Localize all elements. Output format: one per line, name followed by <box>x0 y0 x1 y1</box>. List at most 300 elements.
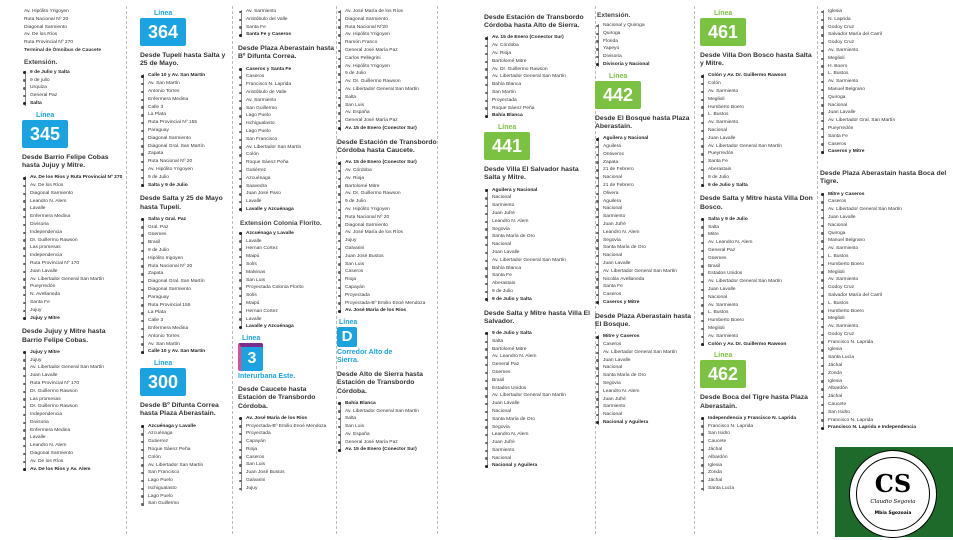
route-stop: San Francisco <box>140 469 232 477</box>
route-title: Desde Plaza Aberastain hasta Boca del Tigre. <box>820 170 947 186</box>
route-stop: Jáchal <box>700 477 816 485</box>
route-stop: L. Bustos <box>700 309 816 317</box>
route-stop: H. Boero <box>820 63 948 71</box>
route-stop: Godoy Cruz <box>820 39 948 47</box>
route-stop: Quiroga <box>820 230 948 238</box>
list-item: Ruta Nacional Nº 20 <box>24 16 69 22</box>
route-441-outbound-stops <box>484 187 594 304</box>
route-stop: Leandro N. Alem <box>595 229 695 237</box>
route-stop: Lavalle <box>238 198 336 206</box>
route-stop: Nacional <box>484 241 594 249</box>
route-stop: Dr. Guillermo Rawson <box>22 403 126 411</box>
route-stop: Salvador María del Carril <box>820 31 948 39</box>
route-stop: Paraguay <box>140 127 232 135</box>
route-stop: Brasil <box>700 263 816 271</box>
route-stop: Hernan Cortez <box>238 245 336 253</box>
route-stop: Lavalle y Azcuénaga <box>238 323 336 331</box>
route-title: Desde Salta y Mitre hasta Villa El Salvador. <box>484 309 591 325</box>
route-stop: Nacional y Aguilera <box>595 419 695 427</box>
route-stop: Av. Rioja <box>337 175 437 183</box>
route-stop: Av. Dr. Guillermo Rawson <box>484 66 594 74</box>
list-item: Av. De los Ríos <box>24 32 58 38</box>
route-stop: Meglioli <box>820 315 948 323</box>
route-stop: Bahía Blanca <box>484 265 594 273</box>
route-stop: Colón <box>140 454 232 462</box>
route-stop: Segovia <box>595 380 695 388</box>
route-stop: Santa Lucía <box>820 354 948 362</box>
route-title: Desde Bº Difunta Correa hasta Plaza Aberastain. <box>140 402 219 418</box>
col3-extension-title: Extensión Colonia Florito. <box>240 219 322 227</box>
route-stop: Olivera <box>595 190 695 198</box>
route-stop: Calle 3 <box>140 104 232 112</box>
route-title: Desde Tupelí hasta Salta y 25 de Mayo. <box>140 52 226 68</box>
route-title: Desde Estación de Transbordo Córdoba hasta Alto de Sierra. <box>484 14 584 30</box>
route-stop: Juan Jufré <box>595 396 695 404</box>
route-stop: Juan José Paso <box>238 190 336 198</box>
line-3-badge: 3 <box>238 343 263 371</box>
route-stop: Av. Sarmiento <box>238 97 336 105</box>
route-stop: Meglioli <box>700 96 816 104</box>
route-stop: 9 de Julio <box>700 174 816 182</box>
route-stop: Mitre <box>700 231 816 239</box>
route-stop: Solís <box>238 292 336 300</box>
route-stop: 9 de Julio y Salta <box>484 296 594 304</box>
route-stop: Leandro N. Alem <box>22 442 126 450</box>
route-stop: Nacional <box>820 222 948 230</box>
route-stop: Nacional <box>595 364 695 372</box>
route-stop: San Luis <box>238 277 336 285</box>
route-stop: Las promesas <box>22 396 126 404</box>
line-label: Línea <box>609 72 628 80</box>
route-stop: Lavalle y Azcuénaga <box>238 206 336 214</box>
route-stop: Godoy Cruz <box>820 331 948 339</box>
route-stop: Zapata <box>140 270 232 278</box>
route-stop: Av. José María de los Ríos <box>337 8 437 16</box>
route-stop: Diagonal Sarmiento <box>337 16 437 24</box>
route-stop: General Paz <box>22 92 126 100</box>
route-stop: Capayán <box>238 438 336 446</box>
route-stop: Av. Libertador General San Martín <box>484 392 594 400</box>
col3-extension-stops <box>238 230 336 331</box>
route-stop: Ontiveros <box>595 151 695 159</box>
route-stop: Av. Sarmiento <box>820 245 948 253</box>
route-stop: Azcuénaga <box>238 175 336 183</box>
col6-extension-stops <box>595 22 695 69</box>
route-442-return-stops <box>595 333 695 427</box>
route-stop: Av. De los Ríos <box>22 182 126 190</box>
route-stop: Manuel Belgrano <box>820 86 948 94</box>
route-stop: 9 de julio <box>22 77 126 85</box>
route-stop: Santa Fe <box>22 299 126 307</box>
route-title: Desde Villa Don Bosco hasta Salta y Mitre. <box>700 52 812 68</box>
route-stop: Albardón <box>820 385 948 393</box>
route-stop: Nacional y Quiroga <box>595 22 695 30</box>
route-stop: Carlos Pellegrini <box>337 55 437 63</box>
route-stop: Av. 15 de Enero (Conector Sur) <box>337 125 437 133</box>
route-stop: Av. 15 de Enero (Conector Sur) <box>337 446 437 454</box>
route-stop: Dr. Guillermo Rawson <box>22 388 126 396</box>
route-stop: Bahía Blanca <box>484 112 594 120</box>
route-3-outbound-stops <box>238 415 336 493</box>
route-stop: Hipólito Irigoyen <box>140 255 232 263</box>
route-stop: Caseros <box>595 291 695 299</box>
route-stop: Humberto Boero <box>700 317 816 325</box>
route-stop: Iglesia <box>820 346 948 354</box>
route-title: Desde Jujuy y Mitre hasta Barrio Felipe Cobas. <box>22 328 106 344</box>
route-stop: Bahía Blanca <box>337 400 437 408</box>
route-stop: Diagonal Gral. San Martín <box>140 143 232 151</box>
route-stop: Nicolás Avellaneda <box>595 276 695 284</box>
route-stop: 21 de Febrero <box>595 166 695 174</box>
route-stop: Jáchal <box>700 446 816 454</box>
route-stop: Santa María de Oro <box>484 233 594 241</box>
route-stop: Salta <box>337 415 437 423</box>
route-d-outbound-stops <box>337 400 437 455</box>
route-stop: Nacional y Aguilera <box>484 462 594 470</box>
route-stop: Güemes <box>140 231 232 239</box>
col3-top-stops <box>238 8 336 39</box>
route-stop: Lavalle <box>22 205 126 213</box>
route-stop: Maipú <box>238 300 336 308</box>
route-stop: Gutierrez <box>140 438 232 446</box>
route-stop: Mitre y Caseros <box>820 191 948 199</box>
route-stop: Av. Libertador General San Martín <box>484 73 594 81</box>
route-stop: Diagonal Sarmiento <box>337 222 437 230</box>
route-stop: Av. San Martín <box>140 341 232 349</box>
route-stop: Caseros <box>595 341 695 349</box>
route-stop: Enfermera Medina <box>22 213 126 221</box>
route-stop: Av. Rioja <box>484 50 594 58</box>
route-stop: Av. José María de los Ríos <box>337 307 437 315</box>
route-3-return-stops <box>337 159 437 315</box>
route-stop: Av. Libertador General San Martín <box>820 206 948 214</box>
route-stop: Juan Lavalle <box>700 135 816 143</box>
route-stop: Calle 3 <box>140 317 232 325</box>
route-stop: 9 de Julio <box>337 198 437 206</box>
route-stop: General José María Paz <box>337 117 437 125</box>
route-stop: Av. De los Ríos y Ruta Provincial Nº 270 <box>22 174 126 182</box>
route-stop: Iglesia <box>820 8 948 16</box>
route-stop: Albardón <box>700 454 816 462</box>
route-stop: Av. Libertador General San Martín <box>337 408 437 416</box>
route-stop: Av. Libertador San Martín <box>238 144 336 152</box>
route-stop: Godoy Cruz <box>820 24 948 32</box>
route-stop: Caseros <box>238 73 336 81</box>
route-stop: Pueyrredón <box>22 283 126 291</box>
col6-extension-title: Extensión. <box>597 12 631 19</box>
route-stop: Juan Lavalle <box>595 357 695 365</box>
route-stop: Santa Fe <box>595 283 695 291</box>
route-stop: Juan Lavalle <box>595 260 695 268</box>
route-stop: Solís <box>238 261 336 269</box>
route-stop: Aberastain <box>700 166 816 174</box>
route-d-return-stops <box>484 34 594 120</box>
route-stop: Av. Hipólito Yrigoyen <box>337 206 437 214</box>
route-title: Desde Estación de Transbordo Córdoba hasta Caucete. <box>337 138 437 154</box>
route-stop: General José María Paz <box>337 47 437 55</box>
line-label: Línea <box>154 360 173 368</box>
route-stop: Ruta Nacional Nº 20 <box>140 158 232 166</box>
col1-top-terminal: Terminal de Ómnibus de Caucete <box>24 47 102 53</box>
route-stop: Leandro N. Alem <box>484 431 594 439</box>
route-stop: San Guillermo <box>238 105 336 113</box>
route-stop: General Paz <box>484 361 594 369</box>
route-stop: Quiroga <box>595 30 695 38</box>
route-stop: Av. Hipólito Yrigoyen <box>337 63 437 71</box>
route-stop: Lavalle <box>238 316 336 324</box>
route-stop: Zonda <box>820 370 948 378</box>
column-5 <box>484 8 594 470</box>
route-stop: Independencia <box>22 252 126 260</box>
route-stop: Iglesia <box>820 378 948 386</box>
route-stop: Godoy Cruz <box>820 284 948 292</box>
route-stop: Lavalle <box>22 434 126 442</box>
route-stop: L. Bustos <box>700 111 816 119</box>
route-stop: Divisoria <box>22 419 126 427</box>
route-stop: Enfermera Medina <box>140 325 232 333</box>
route-stop: Segovia <box>595 237 695 245</box>
route-stop: Colón y Av. Dr. Guillermo Rawson <box>700 72 816 80</box>
route-stop: Av. Libertador General San Martín <box>595 268 695 276</box>
route-stop: Diagonal Sarmiento <box>22 190 126 198</box>
route-stop: Av. Libertador General San Martín <box>700 278 816 286</box>
route-stop: Lago Puelo <box>140 477 232 485</box>
route-stop: Av. Libertador General San Martín <box>595 349 695 357</box>
route-stop: Urquiza <box>22 84 126 92</box>
route-stop: Güemes <box>484 369 594 377</box>
col4-top-stops <box>337 8 437 133</box>
route-stop: Roque Sáenz Peña <box>140 446 232 454</box>
route-stop: Av. De los Ríos <box>22 458 126 466</box>
route-stop: Santa Fe <box>238 24 336 32</box>
route-stop: Salta y 9 de Julio <box>140 182 232 190</box>
route-stop: Nacional <box>700 127 816 135</box>
col1-extension-stops <box>22 69 126 108</box>
route-title: Desde Caucete hasta Estación de Transbordo Córdoba. <box>238 386 316 410</box>
route-stop: Nacional <box>484 194 594 202</box>
route-stop: Aguilera <box>595 143 695 151</box>
route-stop: Galvarini <box>238 477 336 485</box>
route-stop: Av. Libertador General San Martín <box>22 276 126 284</box>
route-stop: Diagonal Gral. San Martín <box>140 278 232 286</box>
route-461-outbound-stops <box>700 72 816 189</box>
route-stop: Güemes <box>700 255 816 263</box>
route-stop: Caseros y Mitre <box>820 148 948 156</box>
route-stop: Jujuy <box>337 237 437 245</box>
route-stop: Juan Jufré <box>595 221 695 229</box>
route-stop: Divisoria <box>595 53 695 61</box>
route-stop: 21 de Febrero <box>595 182 695 190</box>
route-stop: Gutiérrez <box>238 167 336 175</box>
route-stop: Florida <box>595 38 695 46</box>
route-stop: San Isidro <box>820 409 948 417</box>
route-stop: Av. Dr. Guillermo Rawson <box>337 78 437 86</box>
route-stop: Independencia y Francisco N. Laprida <box>700 415 816 423</box>
route-stop: L. Bustos <box>820 253 948 261</box>
line-label: Línea <box>714 352 733 360</box>
route-stop: La Plata <box>140 309 232 317</box>
route-stop: Caucete <box>700 438 816 446</box>
route-stop: Aristóbulo del Valle <box>238 16 336 24</box>
route-stop: Av. Libertador General San Martín <box>337 86 437 94</box>
route-stop: Colón <box>700 80 816 88</box>
list-item: Diagonal Sarmiento <box>24 24 67 30</box>
route-stop: Juan Lavalle <box>820 109 948 117</box>
column-6 <box>595 8 695 427</box>
route-stop: La Plata <box>140 111 232 119</box>
route-title: Desde El Bosque hasta Plaza Aberastain. <box>595 114 690 130</box>
route-stop: Av. España <box>337 109 437 117</box>
route-stop: Juan Jufré <box>484 210 594 218</box>
line-442-badge: 442 <box>595 81 641 109</box>
route-stop: Ruta Provincial Nº 170 <box>22 260 126 268</box>
route-stop: Juan Lavalle <box>484 249 594 257</box>
route-stop: Caseros <box>337 268 437 276</box>
route-stop: Hernan Cortez <box>238 308 336 316</box>
route-stop: Divisoria <box>22 221 126 229</box>
route-stop: Calle 10 y Av. San Martín <box>140 348 232 356</box>
route-stop: Jáchal <box>820 393 948 401</box>
route-stop: Av. España <box>337 431 437 439</box>
route-stop: Av. 15 de Enero (Conector Sur) <box>484 34 594 42</box>
route-stop: Antonio Torres <box>140 333 232 341</box>
column-3 <box>238 8 336 493</box>
route-stop: Brasil <box>484 377 594 385</box>
route-364-return-stops <box>140 216 232 356</box>
route-stop: Santa María de Oro <box>484 416 594 424</box>
route-stop: Proyectada <box>484 97 594 105</box>
route-stop: Bahía Blanca <box>484 81 594 89</box>
route-stop: Humberto Boero <box>700 104 816 112</box>
route-stop: Maipú <box>238 253 336 261</box>
route-stop: Sarmiento <box>595 403 695 411</box>
route-stop: Salta <box>484 338 594 346</box>
logo-bottom-text: Mbia Sgozoaia <box>874 511 912 516</box>
route-stop: Av. Libertador General San Martín <box>22 364 126 372</box>
route-stop: Ischigualasto <box>238 120 336 128</box>
route-stop: San Luis <box>337 102 437 110</box>
list-item: Av. Hipólito Yrigoyen <box>24 9 69 14</box>
route-stop: Francisco N. Laprida <box>820 339 948 347</box>
route-stop: Santa Fe y Caseros <box>238 31 336 39</box>
route-stop: Caseros y Mitre <box>595 299 695 307</box>
route-stop: Zapata <box>140 150 232 158</box>
route-stop: Francisco N. Laprida <box>700 423 816 431</box>
route-stop: Segovia <box>484 424 594 432</box>
route-stop: Av. Libertador General San Martín <box>700 143 816 151</box>
route-stop: Av. Leandro N. Alem <box>700 239 816 247</box>
route-stop: Aguilera <box>595 198 695 206</box>
route-stop: 9 de Julio <box>140 174 232 182</box>
route-stop: Av. Córdoba <box>484 42 594 50</box>
route-stop: Ruta Provincial Nº 155 <box>140 119 232 127</box>
route-stop: San Guillermo <box>140 500 232 508</box>
route-stop: Caseros y Santa Fe <box>238 66 336 74</box>
route-title: Desde Boca del Tigre hasta Plaza Aberastain. <box>700 394 808 410</box>
route-stop: Av. José María de los Ríos <box>337 229 437 237</box>
route-345-return-stops <box>22 349 126 474</box>
route-stop: Lago Puelo <box>140 493 232 501</box>
column-separator <box>437 6 438 534</box>
route-stop: 9 de Julio y Salta <box>22 69 126 77</box>
route-stop: Segovia <box>484 226 594 234</box>
route-stop: Meglioli <box>820 55 948 63</box>
route-stop: Jujuy <box>22 357 126 365</box>
route-stop: Humberto Boero <box>820 308 948 316</box>
route-stop: Av. Libertador Gral. San Martín <box>820 117 948 125</box>
route-stop: Av. San Martín <box>140 80 232 88</box>
route-stop: Aguilera y Nacional <box>484 187 594 195</box>
route-stop: 9 de Julio <box>140 247 232 255</box>
route-stop: Av. Libertador General San Martín <box>484 257 594 265</box>
route-stop: Juan Lavalle <box>700 286 816 294</box>
route-stop: San Luis <box>337 261 437 269</box>
column-8 <box>820 8 948 432</box>
route-345-outbound-stops <box>22 174 126 322</box>
route-stop: Enfermera Medina <box>22 427 126 435</box>
route-442-outbound-stops <box>595 135 695 307</box>
route-441-return-stops <box>484 330 594 470</box>
route-stop: Juan Lavalle <box>820 214 948 222</box>
route-stop: Av. José María de los Ríos <box>238 415 336 423</box>
route-stop: Saavedra <box>238 183 336 191</box>
line-364-badge: 364 <box>140 18 186 46</box>
route-stop: Jujuy <box>238 485 336 493</box>
route-stop: Caseros <box>238 454 336 462</box>
route-stop: Lago Puelo <box>238 128 336 136</box>
route-300-outbound-stops <box>140 423 232 509</box>
route-stop: Dr. Guillermo Rawson <box>22 237 126 245</box>
route-462-outbound-stops <box>700 415 816 493</box>
route-stop: Jáchal <box>820 362 948 370</box>
route-stop: Jujuy y Mitre <box>22 349 126 357</box>
route-stop: Mitre y Caseros <box>595 333 695 341</box>
route-stop: 9 de Julio <box>337 70 437 78</box>
route-stop: San Luis <box>238 461 336 469</box>
line-441-badge: 441 <box>484 132 530 160</box>
route-stop: Santa María de Oro <box>595 244 695 252</box>
route-stop: Ramón Franco <box>337 39 437 47</box>
route-stop: Ruta Nacional Nº20 <box>337 24 437 32</box>
route-stop: Nacional <box>820 102 948 110</box>
route-stop: Caseros <box>820 141 948 149</box>
column-separator <box>126 6 127 534</box>
route-stop: Ruta Nacional Nº 20 <box>337 214 437 222</box>
route-stop: Bartolomé Mitre <box>484 58 594 66</box>
route-stop: Roque Sáenz Peña <box>484 105 594 113</box>
route-stop: Sarmiento <box>484 202 594 210</box>
route-stop: Zonda <box>700 469 816 477</box>
route-stop: Salta y 9 de Julio <box>700 216 816 224</box>
route-stop: Meglioli <box>700 325 816 333</box>
route-stop: Santa Lucía <box>700 485 816 493</box>
route-stop: Proyectada <box>337 292 437 300</box>
route-stop: Divisoria y Nacional <box>595 61 695 69</box>
route-stop: Humberto Boero <box>820 261 948 269</box>
route-stop: Proyectada <box>238 430 336 438</box>
route-title: Desde Salta y 25 de Mayo hasta Tupelí. <box>140 195 223 211</box>
route-stop: General José María Paz <box>337 439 437 447</box>
column-7 <box>700 8 816 493</box>
column-separator <box>817 6 818 534</box>
route-stop: Brasil <box>140 239 232 247</box>
route-stop: Colón <box>238 151 336 159</box>
route-stop: Ruta Nacional Nº 20 <box>140 263 232 271</box>
route-stop: Francisco N. Laprida <box>238 81 336 89</box>
route-stop: Santa Fe <box>484 272 594 280</box>
col1-top-list <box>22 8 126 47</box>
route-stop: Diagonal Sarmiento <box>22 450 126 458</box>
